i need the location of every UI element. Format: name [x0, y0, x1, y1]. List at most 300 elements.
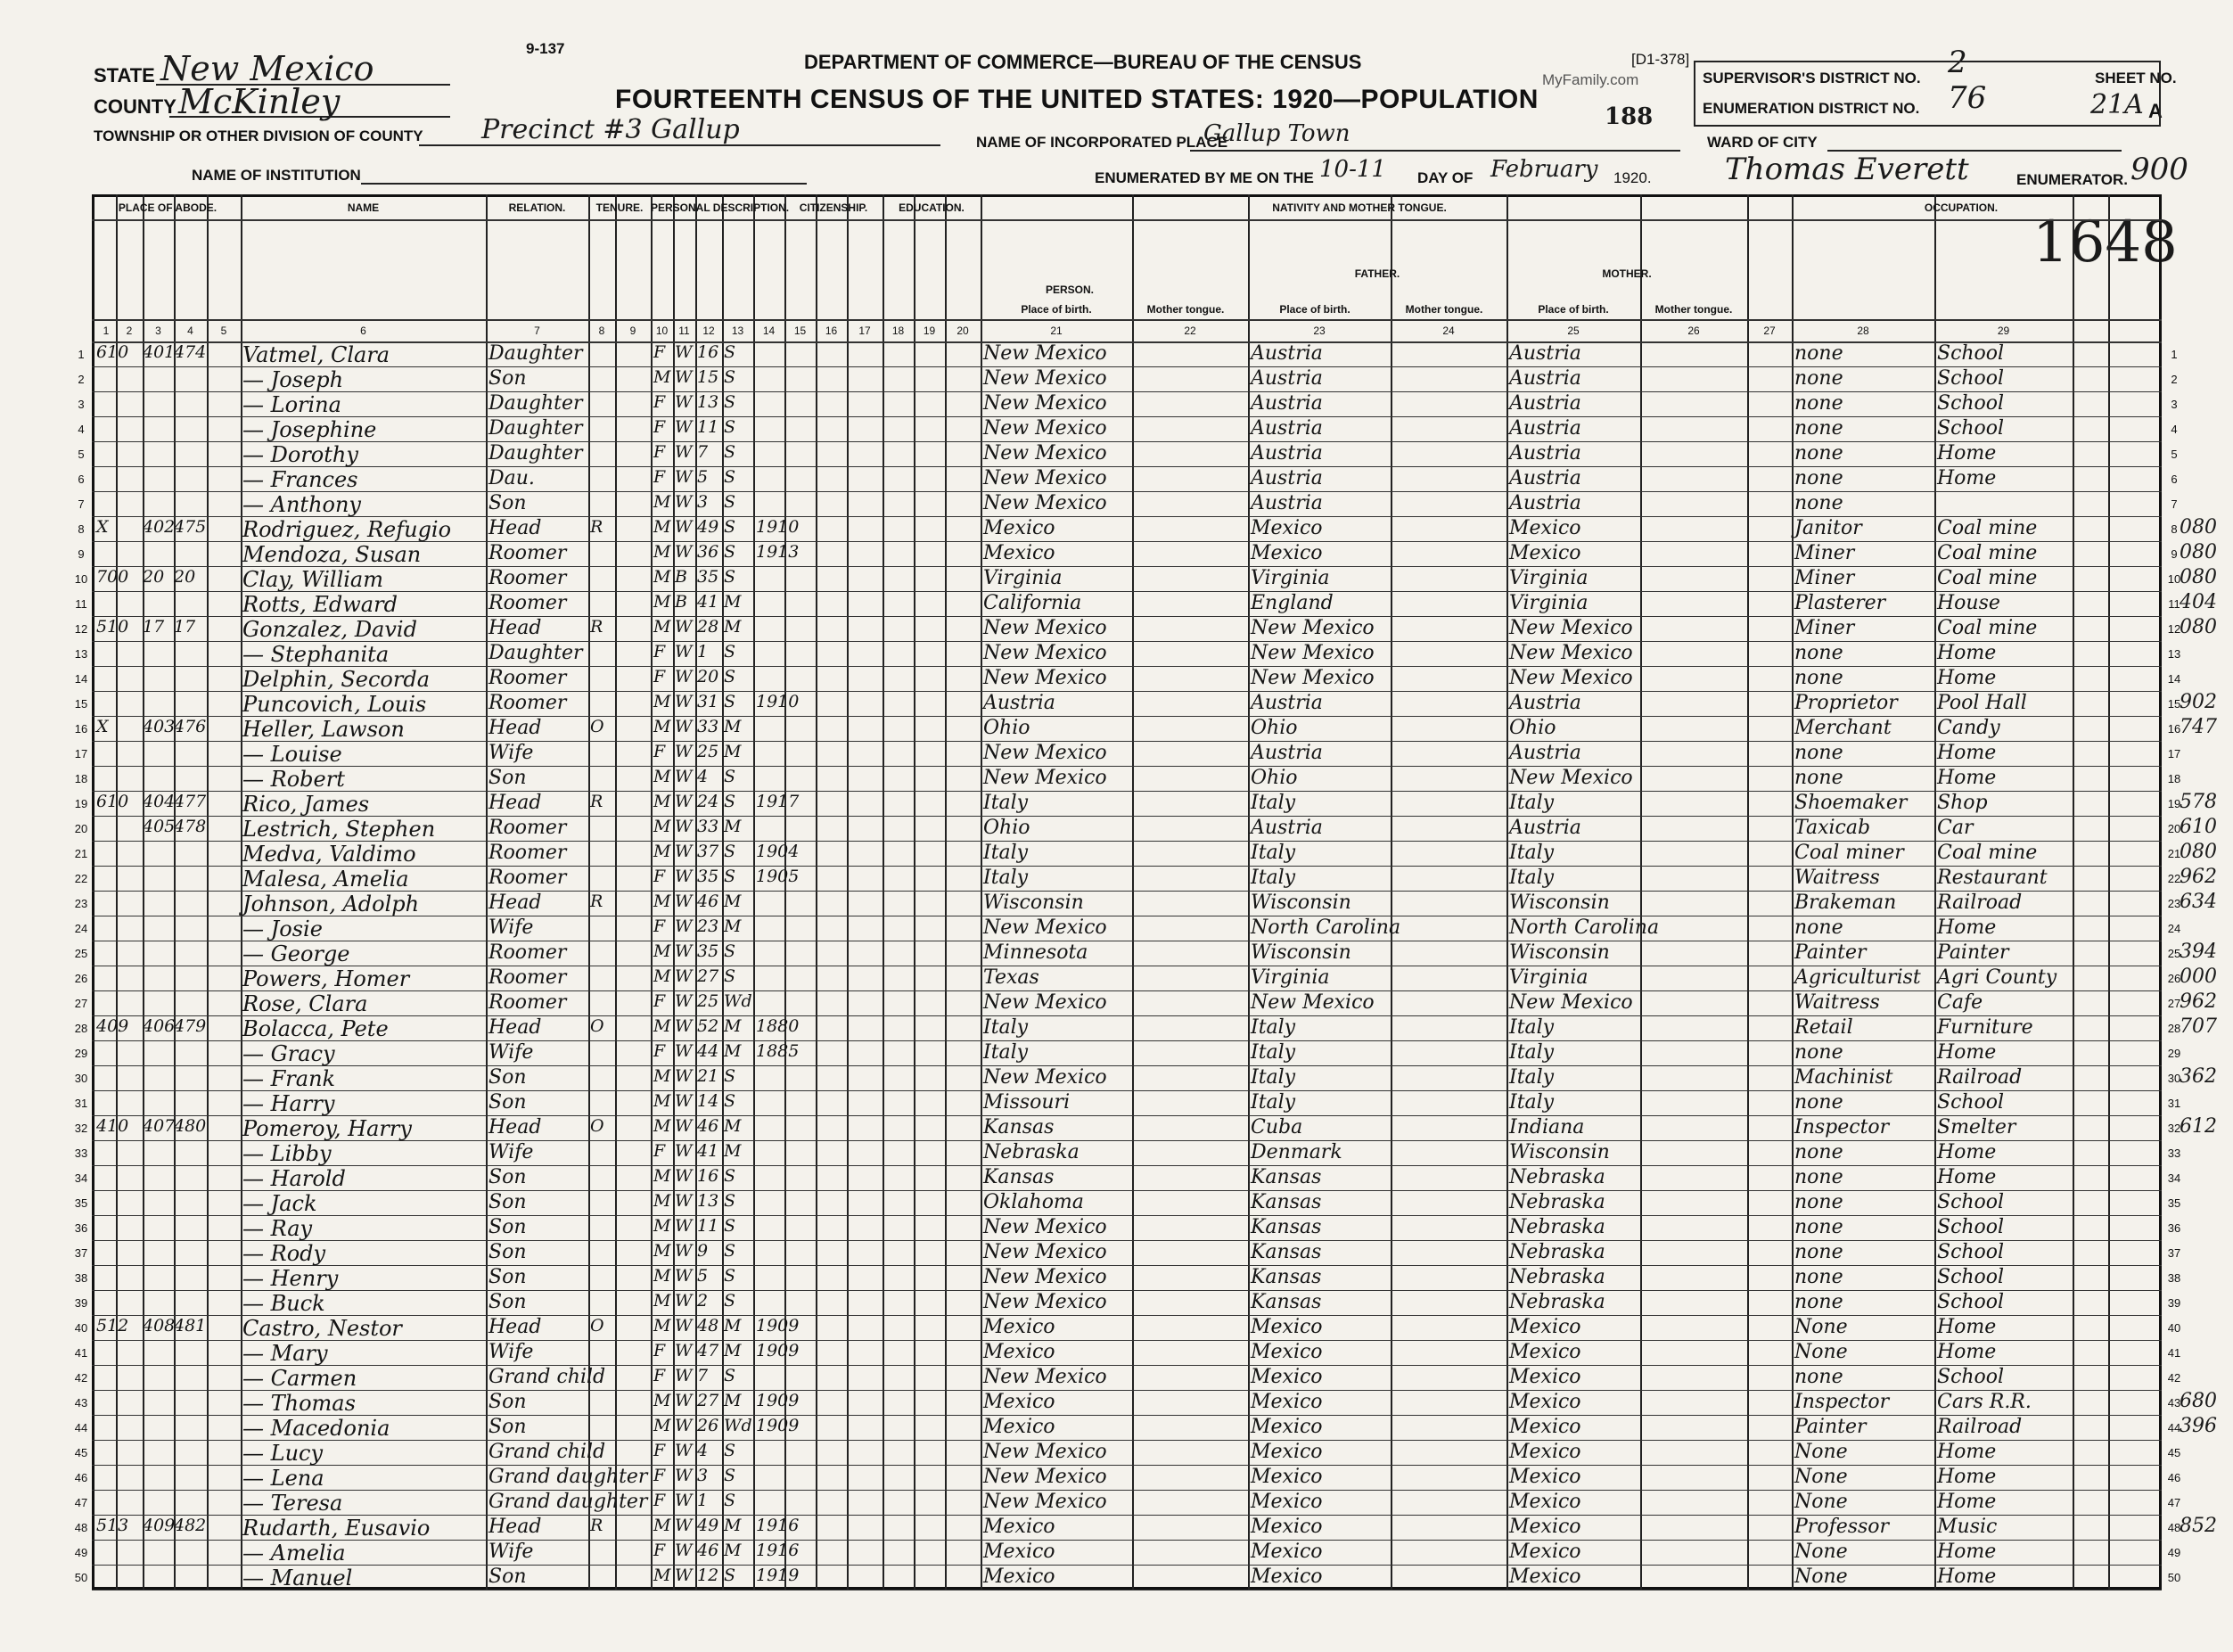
- cell-name: — Dorothy: [242, 442, 358, 467]
- column-number: 28: [1857, 325, 1869, 337]
- cell-sex: M: [653, 1416, 671, 1435]
- cell-sex: M: [653, 367, 671, 387]
- column-number: 12: [702, 325, 715, 337]
- sub-pob-person: Place of birth.: [1021, 303, 1092, 316]
- cell-name: — Teresa: [242, 1491, 343, 1516]
- column-divider: [1792, 194, 1794, 1590]
- column-number: 23: [1313, 325, 1326, 337]
- cell-pob: Mexico: [983, 1416, 1055, 1438]
- row-number-right: 5: [2171, 448, 2178, 461]
- cell-mpob: Nebraska: [1509, 1241, 1605, 1263]
- cell-pob: New Mexico: [983, 1366, 1107, 1388]
- cell-name: — Carmen: [242, 1366, 357, 1391]
- department-heading: DEPARTMENT OF COMMERCE—BUREAU OF THE CENSUS: [804, 51, 1362, 73]
- row-number-left: 28: [74, 1022, 88, 1035]
- cell-sex: F: [653, 991, 666, 1011]
- cell-fpob: Mexico: [1251, 1441, 1323, 1463]
- incorporated-label: NAME OF INCORPORATED PLACE: [976, 134, 1228, 151]
- cell-fpob: Mexico: [1251, 1466, 1323, 1488]
- cell-sex: F: [653, 1541, 666, 1560]
- column-number: 22: [1184, 325, 1196, 337]
- cell-pob: New Mexico: [983, 1241, 1107, 1263]
- cell-pob: New Mexico: [983, 1441, 1107, 1463]
- cell-mpob: Austria: [1509, 467, 1581, 489]
- corner-number: 900: [2130, 152, 2188, 187]
- cell-fpob: Austria: [1251, 467, 1323, 489]
- cell-ind: School: [1937, 1216, 2005, 1238]
- cell-age: 48: [697, 1316, 719, 1336]
- cell-sex: F: [653, 642, 666, 662]
- cell-name: Johnson, Adolph: [242, 892, 420, 916]
- column-divider: [981, 194, 982, 1590]
- cell-sex: F: [653, 916, 666, 936]
- cell-dw: 408: [143, 1316, 176, 1336]
- cell-age: 20: [697, 667, 719, 686]
- cell-ms: S: [724, 966, 736, 986]
- cell-age: 5: [697, 467, 709, 487]
- column-divider: [651, 194, 653, 1590]
- cell-ms: M: [724, 817, 742, 836]
- cell-ind: Home: [1937, 1341, 1997, 1363]
- row-number-left: 24: [74, 922, 88, 935]
- cell-imm: 1919: [756, 1566, 800, 1585]
- margin-code: 707: [2180, 1015, 2217, 1038]
- column-divider: [2108, 194, 2110, 1590]
- cell-race: W: [675, 642, 693, 662]
- cell-fpob: Italy: [1251, 1091, 1296, 1114]
- cell-fpob: Kansas: [1251, 1241, 1322, 1263]
- header-divider: [92, 319, 2162, 321]
- cell-trade: none: [1794, 1166, 1843, 1188]
- cell-sex: F: [653, 742, 666, 761]
- cell-age: 1: [697, 1491, 709, 1510]
- cell-ind: Home: [1937, 667, 1997, 689]
- header-divider: [92, 219, 2162, 221]
- cell-sex: M: [653, 1266, 671, 1286]
- cell-ms: M: [724, 592, 742, 612]
- cell-age: 2: [697, 1291, 709, 1311]
- cell-rel: Son: [488, 1291, 527, 1313]
- column-divider: [1506, 194, 1508, 1590]
- cell-age: 11: [697, 1216, 719, 1236]
- row-number-right: 6: [2171, 473, 2178, 486]
- cell-fpob: Austria: [1251, 692, 1323, 714]
- row-number-left: 19: [74, 797, 88, 810]
- cell-race: W: [675, 916, 693, 936]
- cell-ten: R: [590, 792, 603, 811]
- cell-name: Pomeroy, Harry: [242, 1116, 412, 1141]
- township-label: TOWNSHIP OR OTHER DIVISION OF COUNTY: [94, 127, 423, 144]
- cell-trade: none: [1794, 492, 1843, 514]
- page-title: FOURTEENTH CENSUS OF THE UNITED STATES: 1920—POPULATION: [615, 85, 1539, 114]
- cell-fpob: New Mexico: [1251, 617, 1375, 639]
- cell-sex: F: [653, 1441, 666, 1460]
- cell-mpob: Austria: [1509, 492, 1581, 514]
- cell-name: — Harry: [242, 1091, 335, 1116]
- row-number-left: 35: [74, 1196, 88, 1210]
- cell-ind: Home: [1937, 442, 1997, 464]
- cell-trade: none: [1794, 367, 1843, 390]
- cell-ind: Home: [1937, 1041, 1997, 1064]
- cell-race: W: [675, 1441, 693, 1460]
- cell-pob: New Mexico: [983, 1216, 1107, 1238]
- row-number-left: 15: [74, 697, 88, 711]
- margin-code: 680: [2180, 1390, 2217, 1412]
- cell-imm: 1909: [756, 1341, 800, 1360]
- column-divider: [615, 194, 617, 1590]
- cell-trade: Merchant: [1794, 717, 1892, 739]
- cell-imm: 1905: [756, 867, 800, 886]
- enumeration-value: 76: [1948, 80, 1987, 116]
- cell-name: — Robert: [242, 767, 345, 792]
- cell-race: W: [675, 517, 693, 537]
- cell-race: W: [675, 1466, 693, 1485]
- cell-rel: Roomer: [488, 567, 567, 589]
- cell-rel: Son: [488, 1566, 527, 1588]
- column-divider: [784, 194, 786, 1590]
- cell-trade: Brakeman: [1794, 892, 1897, 914]
- column-divider: [486, 194, 488, 1590]
- cell-ms: S: [724, 492, 736, 512]
- cell-race: W: [675, 867, 693, 886]
- cell-ind: Candy: [1937, 717, 2000, 739]
- cell-fam: 20: [174, 567, 196, 587]
- cell-mpob: Virginia: [1509, 567, 1589, 589]
- cell-mpob: Mexico: [1509, 1441, 1581, 1463]
- cell-mpob: Austria: [1509, 417, 1581, 440]
- cell-pob: New Mexico: [983, 342, 1107, 365]
- cell-pob: New Mexico: [983, 467, 1107, 489]
- form-number: 9-137: [526, 40, 565, 57]
- cell-fpob: Kansas: [1251, 1166, 1322, 1188]
- cell-trade: none: [1794, 1291, 1843, 1313]
- cell-fpob: Mexico: [1251, 1566, 1323, 1588]
- sheet-letter: A: [2148, 100, 2163, 122]
- margin-code: 080: [2180, 841, 2217, 863]
- row-number-left: 30: [74, 1072, 88, 1085]
- cell-mpob: Italy: [1509, 1091, 1555, 1114]
- cell-name: — Harold: [242, 1166, 346, 1191]
- row-number-left: 48: [74, 1521, 88, 1534]
- cell-race: W: [675, 667, 693, 686]
- cell-rel: Roomer: [488, 867, 567, 889]
- row-number-left: 1: [78, 348, 85, 361]
- sub-tongue-person: Mother tongue.: [1146, 303, 1225, 316]
- cell-ms: S: [724, 392, 736, 412]
- row-number-right: 49: [2167, 1546, 2181, 1559]
- row-number-right: 22: [2167, 872, 2181, 885]
- cell-name: — Joseph: [242, 367, 344, 392]
- cell-fpob: Kansas: [1251, 1266, 1322, 1288]
- cell-dw: 401: [143, 342, 176, 362]
- sheet-value: 21A: [2090, 89, 2144, 120]
- cell-sex: F: [653, 392, 666, 412]
- cell-rel: Wife: [488, 1541, 534, 1563]
- cell-name: — Ray: [242, 1216, 313, 1241]
- cell-pob: Ohio: [983, 817, 1030, 839]
- cell-trade: Machinist: [1794, 1066, 1893, 1089]
- cell-street: 610: [96, 342, 129, 362]
- cell-sex: M: [653, 892, 671, 911]
- cell-rel: Roomer: [488, 991, 567, 1014]
- cell-race: B: [675, 567, 687, 587]
- cell-ms: S: [724, 1066, 736, 1086]
- cell-sex: M: [653, 1191, 671, 1211]
- cell-fpob: Italy: [1251, 867, 1296, 889]
- cell-pob: Italy: [983, 842, 1029, 864]
- row-number-left: 27: [74, 997, 88, 1010]
- row-number-right: 10: [2167, 572, 2181, 586]
- column-divider: [1747, 194, 1749, 1590]
- cell-rel: Son: [488, 1266, 527, 1288]
- cell-sex: M: [653, 617, 671, 637]
- cell-sex: M: [653, 1216, 671, 1236]
- row-number-left: 36: [74, 1221, 88, 1235]
- row-number-left: 12: [74, 622, 88, 636]
- cell-sex: F: [653, 1141, 666, 1161]
- cell-mpob: Mexico: [1509, 1366, 1581, 1388]
- row-number-left: 25: [74, 947, 88, 960]
- margin-code: 902: [2180, 691, 2217, 713]
- cell-race: W: [675, 442, 693, 462]
- cell-ms: S: [724, 567, 736, 587]
- row-number-left: 2: [78, 373, 85, 386]
- cell-trade: None: [1794, 1441, 1848, 1463]
- cell-sex: M: [653, 1566, 671, 1585]
- cell-rel: Daughter: [488, 417, 583, 440]
- form-code: [D1-378]: [1631, 51, 1690, 68]
- enumerated-year: 1920.: [1613, 169, 1652, 186]
- cell-name: Lestrich, Stephen: [242, 817, 436, 842]
- cell-name: Rudarth, Eusavio: [242, 1516, 431, 1541]
- cell-ind: School: [1937, 1266, 2005, 1288]
- cell-pob: Mexico: [983, 1316, 1055, 1338]
- cell-ind: Furniture: [1937, 1016, 2033, 1039]
- cell-race: W: [675, 991, 693, 1011]
- sub-tongue-father: Mother tongue.: [1405, 303, 1483, 316]
- row-number-right: 40: [2167, 1321, 2181, 1335]
- cell-street: 610: [96, 792, 129, 811]
- enumerated-label: ENUMERATED BY ME ON THE: [1095, 169, 1314, 186]
- row-number-left: 41: [74, 1346, 88, 1360]
- cell-pob: New Mexico: [983, 767, 1107, 789]
- cell-fpob: Austria: [1251, 492, 1323, 514]
- cell-age: 37: [697, 842, 719, 861]
- cell-age: 15: [697, 367, 719, 387]
- cell-imm: 1880: [756, 1016, 800, 1036]
- margin-code: 852: [2180, 1515, 2217, 1537]
- margin-code: 080: [2180, 541, 2217, 563]
- cell-age: 41: [697, 1141, 719, 1161]
- cell-mpob: Austria: [1509, 342, 1581, 365]
- cell-mpob: Ohio: [1509, 717, 1556, 739]
- cell-mpob: Nebraska: [1509, 1191, 1605, 1213]
- cell-ms: M: [724, 1016, 742, 1036]
- cell-imm: 1916: [756, 1516, 800, 1535]
- cell-age: 49: [697, 1516, 719, 1535]
- cell-name: — Buck: [242, 1291, 325, 1316]
- cell-sex: F: [653, 667, 666, 686]
- cell-ms: S: [724, 1441, 736, 1460]
- cell-street: 512: [96, 1316, 129, 1336]
- column-divider: [1132, 194, 1134, 1590]
- cell-rel: Son: [488, 492, 527, 514]
- cell-fpob: Italy: [1251, 792, 1296, 814]
- cell-age: 33: [697, 717, 719, 736]
- cell-fpob: North Carolina: [1251, 916, 1401, 939]
- cell-race: W: [675, 542, 693, 562]
- cell-rel: Head: [488, 1116, 542, 1138]
- row-number-right: 50: [2167, 1571, 2181, 1584]
- cell-name: — Anthony: [242, 492, 361, 517]
- cell-mpob: Mexico: [1509, 542, 1581, 564]
- cell-ten: R: [590, 1516, 603, 1535]
- column-number: 14: [762, 325, 776, 337]
- column-number: 11: [678, 325, 690, 337]
- cell-trade: Shoemaker: [1794, 792, 1908, 814]
- cell-ms: M: [724, 916, 742, 936]
- column-number: 8: [598, 325, 605, 337]
- row-number-left: 31: [74, 1097, 88, 1110]
- cell-mpob: Nebraska: [1509, 1291, 1605, 1313]
- cell-trade: Inspector: [1794, 1116, 1890, 1138]
- cell-ind: Agri County: [1937, 966, 2057, 989]
- cell-ten: R: [590, 892, 603, 911]
- cell-street: X: [96, 517, 109, 537]
- cell-name: — Louise: [242, 742, 342, 767]
- cell-rel: Son: [488, 1241, 527, 1263]
- cell-ten: R: [590, 517, 603, 537]
- cell-ms: S: [724, 1166, 736, 1186]
- cell-dw: 409: [143, 1516, 176, 1535]
- state-label: STATE: [94, 64, 155, 86]
- cell-sex: F: [653, 1466, 666, 1485]
- margin-code: 394: [2180, 941, 2217, 963]
- cell-ind: House: [1937, 592, 2000, 614]
- cell-trade: none: [1794, 742, 1843, 764]
- cell-age: 7: [697, 442, 709, 462]
- cell-name: — Gracy: [242, 1041, 335, 1066]
- cell-fam: 475: [174, 517, 207, 537]
- cell-ten: R: [590, 617, 603, 637]
- cell-mpob: Austria: [1509, 692, 1581, 714]
- cell-age: 46: [697, 892, 719, 911]
- cell-mpob: Nebraska: [1509, 1216, 1605, 1238]
- row-number-left: 16: [74, 722, 88, 736]
- cell-fpob: Mexico: [1251, 1516, 1323, 1538]
- cell-race: W: [675, 717, 693, 736]
- cell-pob: Virginia: [983, 567, 1063, 589]
- cell-mpob: Italy: [1509, 1041, 1555, 1064]
- cell-name: — Josie: [242, 916, 323, 941]
- cell-name: Bolacca, Pete: [242, 1016, 389, 1041]
- cell-fpob: Mexico: [1251, 1366, 1323, 1388]
- cell-trade: none: [1794, 467, 1843, 489]
- cell-sex: M: [653, 692, 671, 711]
- cell-ms: Wd: [724, 1416, 752, 1435]
- cell-race: W: [675, 1491, 693, 1510]
- column-divider: [2073, 194, 2074, 1590]
- sub-pob-father: Place of birth.: [1279, 303, 1350, 316]
- cell-ind: Home: [1937, 767, 1997, 789]
- cell-rel: Son: [488, 1066, 527, 1089]
- cell-name: — Lena: [242, 1466, 324, 1491]
- cell-pob: New Mexico: [983, 617, 1107, 639]
- row-number-right: 14: [2167, 672, 2181, 686]
- cell-sex: F: [653, 417, 666, 437]
- cell-pob: New Mexico: [983, 442, 1107, 464]
- column-number: 19: [923, 325, 936, 337]
- row-number-left: 4: [78, 423, 85, 436]
- cell-trade: Waitress: [1794, 991, 1880, 1014]
- row-number-left: 3: [78, 398, 85, 411]
- cell-race: W: [675, 1291, 693, 1311]
- cell-name: — Lucy: [242, 1441, 324, 1466]
- cell-mpob: New Mexico: [1509, 767, 1633, 789]
- margin-code: 612: [2180, 1115, 2217, 1138]
- cell-trade: None: [1794, 1466, 1848, 1488]
- cell-trade: Taxicab: [1794, 817, 1871, 839]
- cell-age: 25: [697, 991, 719, 1011]
- cell-age: 47: [697, 1341, 719, 1360]
- column-number: 16: [825, 325, 838, 337]
- cell-mpob: Austria: [1509, 442, 1581, 464]
- cell-age: 9: [697, 1241, 709, 1261]
- cell-ms: M: [724, 1391, 742, 1410]
- column-number: 21: [1050, 325, 1063, 337]
- cell-ind: Home: [1937, 1166, 1997, 1188]
- cell-race: W: [675, 842, 693, 861]
- row-number-left: 49: [74, 1546, 88, 1559]
- cell-fpob: Kansas: [1251, 1191, 1322, 1213]
- column-number: 15: [793, 325, 807, 337]
- cell-name: Rotts, Edward: [242, 592, 398, 617]
- row-number-left: 20: [74, 822, 88, 835]
- cell-rel: Wife: [488, 1341, 534, 1363]
- enumerated-month: February: [1490, 156, 1598, 183]
- cell-mpob: Mexico: [1509, 1566, 1581, 1588]
- cell-street: 510: [96, 617, 129, 637]
- cell-name: Malesa, Amelia: [242, 867, 409, 892]
- column-divider: [207, 194, 209, 1590]
- row-number-right: 34: [2167, 1171, 2181, 1185]
- cell-ms: S: [724, 1091, 736, 1111]
- margin-code: 080: [2180, 566, 2217, 588]
- cell-name: — Henry: [242, 1266, 339, 1291]
- group-citizenship: CITIZENSHIP.: [799, 201, 868, 214]
- cell-fpob: Austria: [1251, 392, 1323, 415]
- cell-sex: M: [653, 941, 671, 961]
- cell-fpob: Austria: [1251, 442, 1323, 464]
- watermark: MyFamily.com: [1542, 71, 1639, 88]
- cell-fpob: Wisconsin: [1251, 941, 1351, 964]
- cell-fpob: Mexico: [1251, 542, 1323, 564]
- cell-sex: F: [653, 467, 666, 487]
- cell-sex: F: [653, 867, 666, 886]
- cell-ms: M: [724, 1341, 742, 1360]
- cell-rel: Son: [488, 1191, 527, 1213]
- cell-fpob: Italy: [1251, 842, 1296, 864]
- cell-ind: School: [1937, 1291, 2005, 1313]
- cell-imm: 1917: [756, 792, 800, 811]
- column-number: 17: [858, 325, 871, 337]
- column-number: 7: [534, 325, 540, 337]
- cell-ms: M: [724, 717, 742, 736]
- cell-rel: Son: [488, 1391, 527, 1413]
- cell-age: 25: [697, 742, 719, 761]
- cell-age: 13: [697, 1191, 719, 1211]
- cell-race: W: [675, 817, 693, 836]
